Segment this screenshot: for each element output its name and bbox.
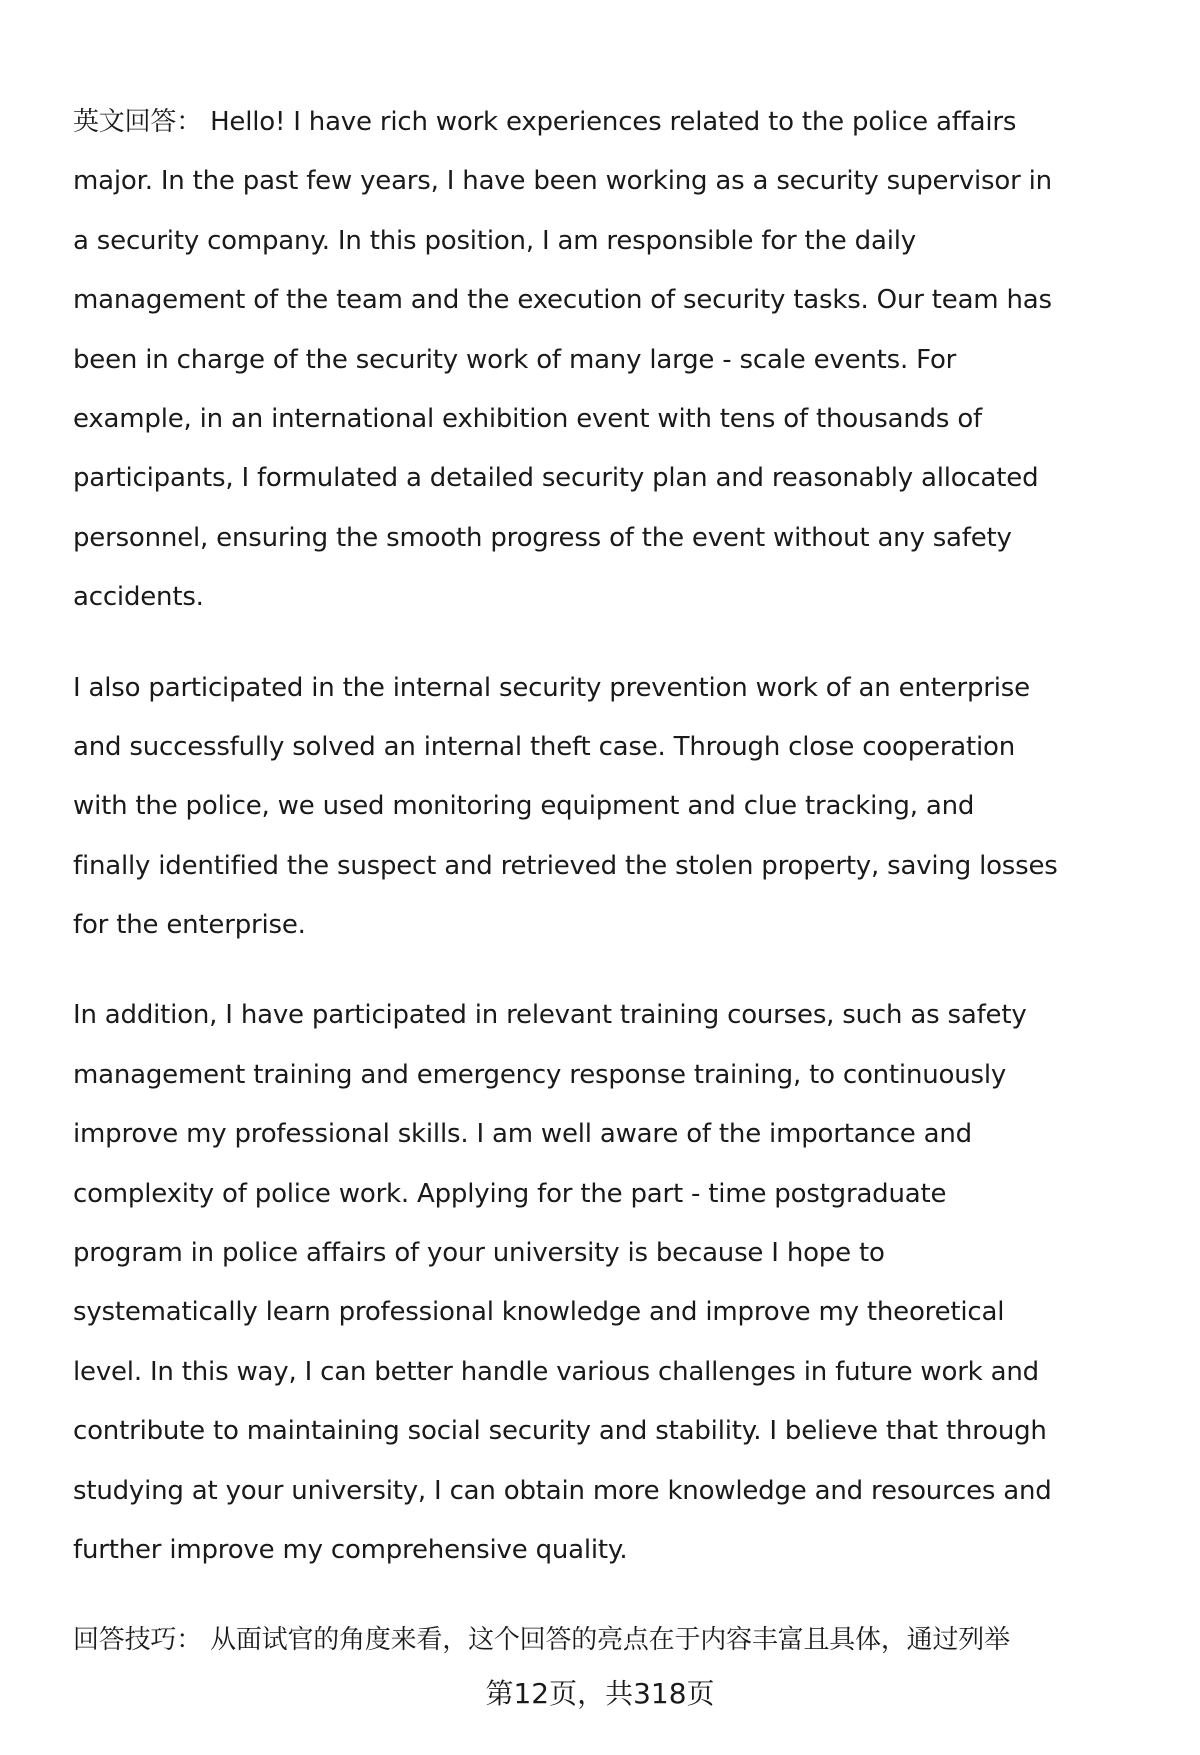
answer-tips-paragraph	[73, 1611, 1183, 1670]
text-line: improve my professional skills. I am well aware of the importance and	[73, 1119, 972, 1150]
answer-paragraph	[73, 986, 1183, 1580]
text-line: for the enterprise.	[73, 910, 306, 941]
text-line: In addition, I have participated in relevant training courses, such as safety	[73, 1000, 1027, 1031]
document-body	[73, 93, 1183, 1702]
answer-paragraph	[73, 93, 1183, 628]
text-line: with the police, we used monitoring equipment and clue tracking, and	[73, 791, 975, 822]
text-line: management training and emergency response training, to continuously	[73, 1059, 1007, 1090]
page-footer: 第12页，共318页	[485, 1677, 715, 1710]
text-line: studying at your university, I can obtain more knowledge and resources and	[73, 1475, 1052, 1506]
text-line: program in police affairs of your university is because I hope to	[73, 1238, 885, 1269]
text-line: personnel, ensuring the smooth progress of the event without any safety	[73, 522, 1012, 553]
text-line: level. In this way, I can better handle various challenges in future work and	[73, 1356, 1039, 1387]
text-line: and successfully solved an internal theft case. Through close cooperation	[73, 731, 1016, 762]
text-line: accidents.	[73, 582, 204, 613]
text-line: 回答技巧： 从面试官的角度来看，这个回答的亮点在于内容丰富且具体，通过列举	[73, 1625, 1010, 1656]
answer-paragraph	[73, 659, 1183, 956]
text-line: I also participated in the internal security prevention work of an enterprise	[73, 672, 1030, 703]
text-line: a security company. In this position, I am responsible for the daily	[73, 225, 916, 256]
text-line: participants, I formulated a detailed security plan and reasonably allocated	[73, 463, 1039, 494]
text-line: finally identified the suspect and retrieved the stolen property, saving losses	[73, 850, 1058, 881]
text-line: systematically learn professional knowledge and improve my theoretical	[73, 1297, 1005, 1328]
text-line: management of the team and the execution of security tasks. Our team has	[73, 285, 1052, 316]
text-line: major. In the past few years, I have been working as a security supervisor in	[73, 166, 1052, 197]
text-line: contribute to maintaining social security and stability. I believe that through	[73, 1416, 1047, 1447]
text-line: 英文回答： Hello! I have rich work experiences related to the police affairs	[73, 107, 1017, 137]
text-line: been in charge of the security work of many large - scale events. For	[73, 344, 957, 375]
text-line: example, in an international exhibition event with tens of thousands of	[73, 403, 983, 434]
text-line: further improve my comprehensive quality.	[73, 1534, 628, 1565]
text-line: complexity of police work. Applying for the part - time postgraduate	[73, 1178, 947, 1209]
